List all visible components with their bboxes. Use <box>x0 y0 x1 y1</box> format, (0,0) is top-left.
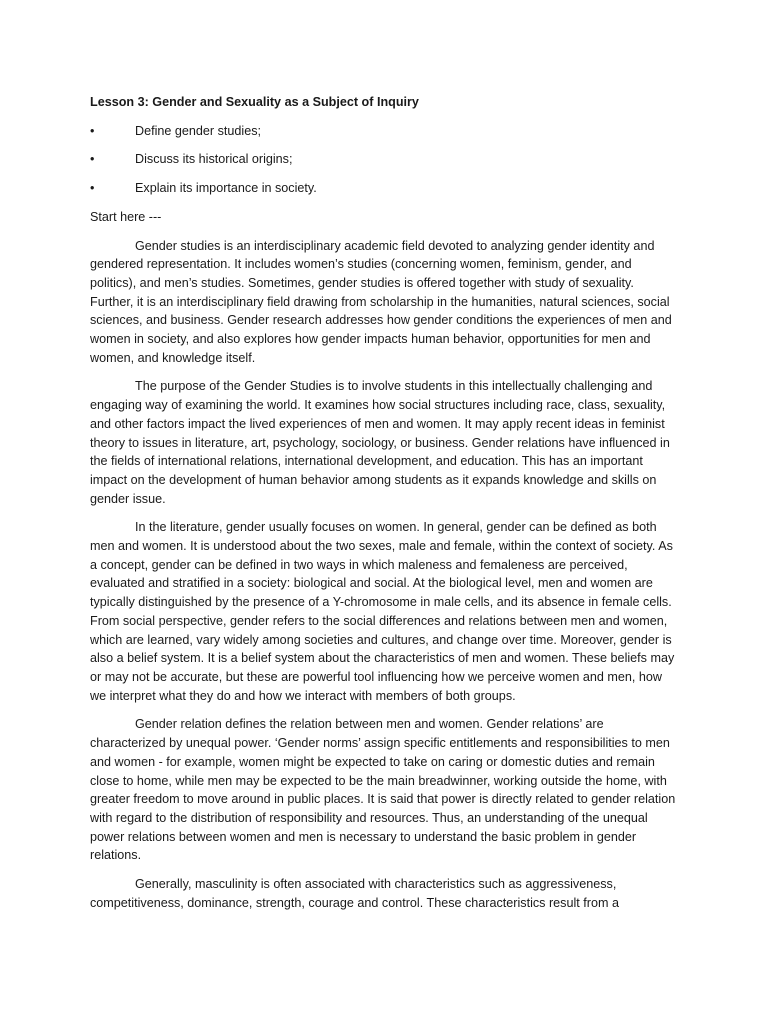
objective-item <box>90 150 680 169</box>
paragraph-literature: In the literature, gender usually focuses on women. In general, gender can be defined as both men and women. It is understood about the two sexes, male and female, within the context of society. As a concept, gender can be defined in two ways in which maleness and femaleness are perceived, evaluated and stratified in a society: biological and social. At the biological level, men and women are typically distinguished by the presence of a Y-chromosome in male cells, and its absence in female cells. From social perspective, gender refers to the social differences and relations between men and women, which are learned, vary widely among societies and cultures, and change over time. Moreover, gender is also a belief system. It is a belief system about the characteristics of men and women. These beliefs may or may not be accurate, but these are powerful tool influencing how we perceive women and men, how we interpret what they do and how we interact with members of both groups. <box>90 520 675 703</box>
objective-item <box>90 179 680 198</box>
paragraph-masculinity: Generally, masculinity is often associated with characteristics such as aggressiveness, competitiveness, dominance, strength, courage and control. These characteristics result from a <box>90 877 619 910</box>
start-here-label: Start here --- <box>90 209 162 224</box>
bullet-icon: • <box>90 123 95 138</box>
objective-text: Define gender studies; <box>135 123 262 138</box>
bullet-icon: • <box>90 152 95 167</box>
objective-item <box>90 122 680 141</box>
paragraph-purpose: The purpose of the Gender Studies is to involve students in this intellectually challenging and engaging way of examining the world. It examines how social structures including race, class, sexuality, and other factors impact the lived experiences of men and women. It may apply recent ideas in feminist theory to issues in literature, art, psychology, sociology, or business. Gender relations have influenced in the fields of international relations, international development, and education. This has an important impact on the development of human behavior among students as it expands knowledge and skills on gender issue. <box>90 379 670 506</box>
objective-text: Discuss its historical origins; <box>135 152 293 167</box>
bullet-icon: • <box>90 181 95 196</box>
document-body <box>90 93 680 922</box>
paragraph-gender-relation: Gender relation defines the relation between men and women. Gender relations’ are characterized by unequal power. ‘Gender norms’ assign specific entitlements and responsibilities to men and women - for example, women might be expected to take on caring or domestic duties and remain close to home, while men may be expected to be the main breadwinner, working outside the home, with greater freedom to move around in public places. It is said that power is directly related to gender relation with regard to the distribution of responsibility and resources. Thus, an understanding of the unequal power relations between women and men is necessary to understand the basic problem in gender relations. <box>90 717 676 863</box>
paragraph-definition: Gender studies is an interdisciplinary academic field devoted to analyzing gender identity and gendered representation. It includes women’s studies (concerning women, feminism, gender, and politics), and men’s studies. Sometimes, gender studies is offered together with study of sexuality. Further, it is an interdisciplinary field drawing from scholarship in the humanities, natural sciences, social sciences, and business. Gender research addresses how gender conditions the experiences of men and women in society, and also explores how gender impacts human behavior, opportunities for men and women, and knowledge itself. <box>90 238 672 365</box>
objective-text: Explain its importance in society. <box>135 181 317 196</box>
lesson-title: Lesson 3: Gender and Sexuality as a Subject of Inquiry <box>90 95 419 109</box>
